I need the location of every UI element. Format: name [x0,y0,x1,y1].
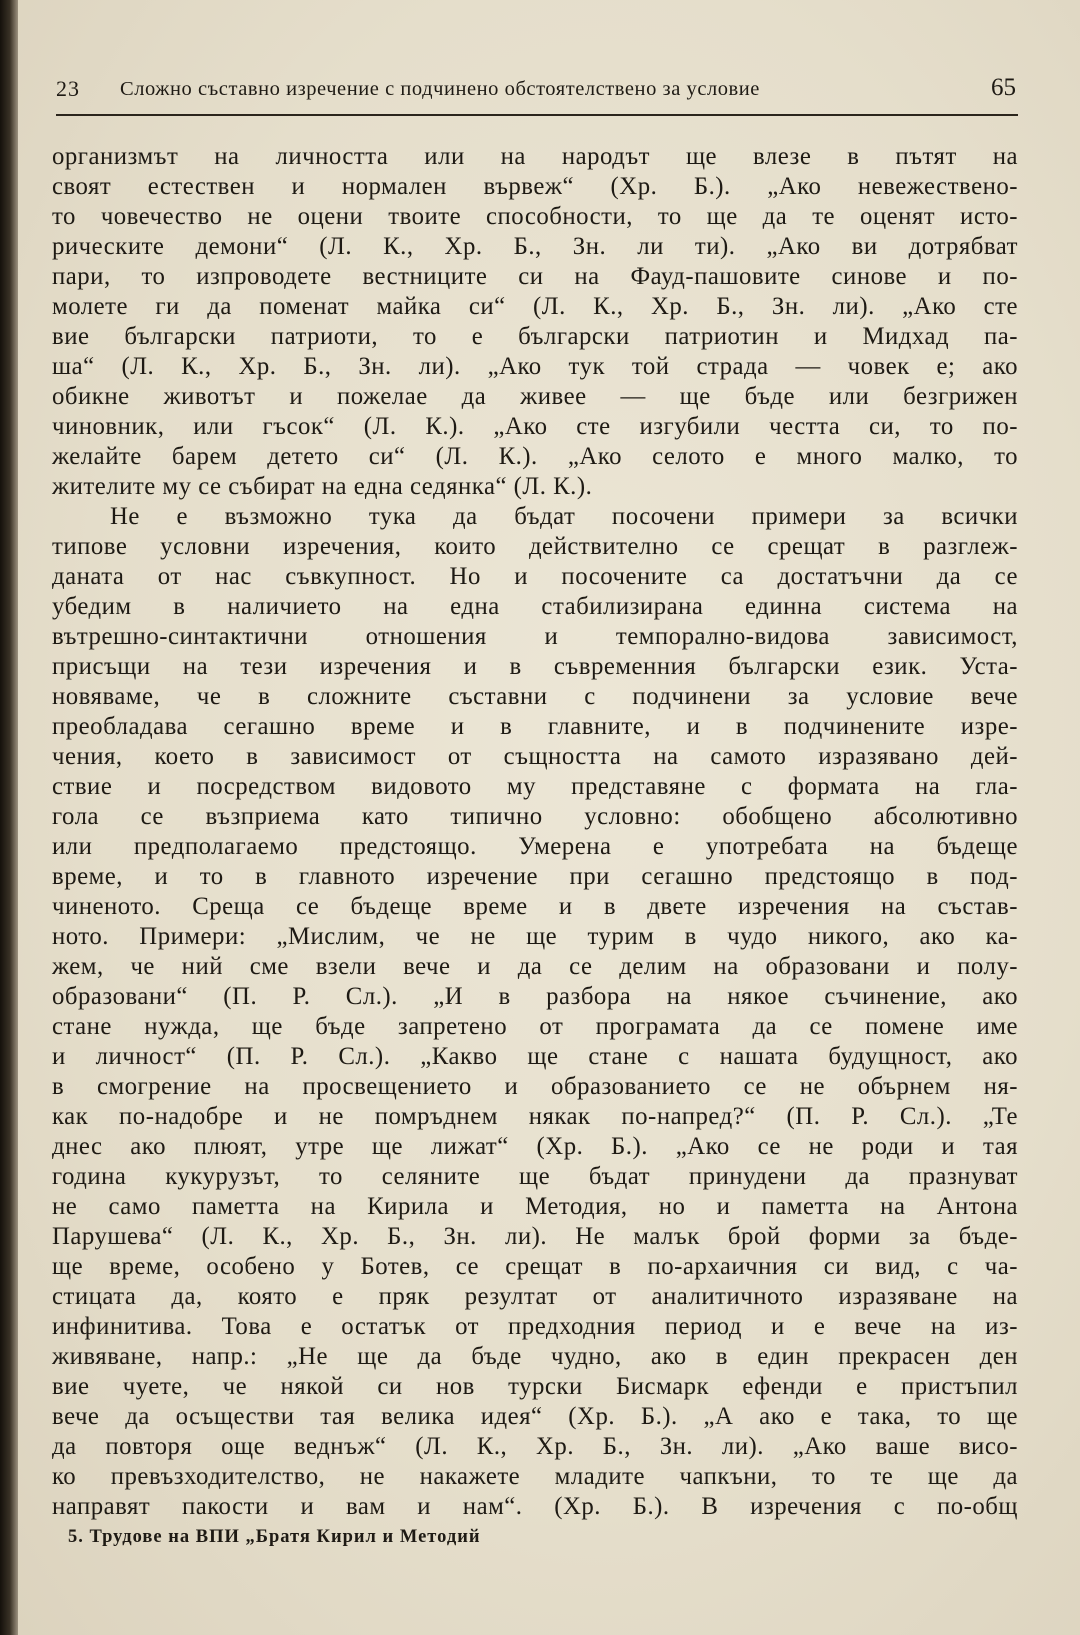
text-line: своят естествен и нормален вървеж“ (Хр. Б.). „Ако невежествено- [52,173,1018,200]
text-line: то човечество не оцени твоите способности, то ще да те оценят исто- [52,203,1018,230]
text-line: пари, то изпроводете вестниците си на Фауд-пашовите синове и по- [52,263,1018,290]
text-line: молете ги да поменат майка си“ (Л. К., Хр. Б., Зн. ли). „Ако сте [52,293,1018,320]
text-line: или предполагаемо предстоящо. Умерена е употребата на бъдеще [52,833,1018,860]
text-line: рическите демони“ (Л. К., Хр. Б., Зн. ли ти). „Ако ви дотрябват [52,233,1018,260]
footer-signature [68,1527,481,1548]
section-number: 23 [56,76,80,101]
text-line: живяване, напр.: „Не ще да бъде чудно, ако в един прекрасен ден [52,1343,1018,1370]
signature-number: 5. [68,1527,84,1547]
header-rule [56,114,1018,116]
body-text [52,142,1018,1522]
text-line: ко превъзходителство, не накажете младите чапкъни, то те ще да [52,1463,1018,1490]
text-line: вече да осъществи тая велика идея“ (Хр. Б.). „А ако е така, то ще [52,1403,1018,1430]
running-head-title: Сложно съставно изречение с подчинено обстоятелствено за условие [120,78,760,100]
text-line: убедим в наличието на една стабилизирана единна система на [52,593,1018,620]
text-line: типове условни изречения, които действително се срещат в разглеж- [52,533,1018,560]
text-line: да повторя още веднъж“ (Л. К., Хр. Б., Зн. ли). „Ако ваше висо- [52,1433,1018,1460]
text-line: как по-надобре и не помръднем някак по-напред?“ (П. Р. Сл.). „Те [52,1103,1018,1130]
text-line: стане нужда, ще бъде запретено от програмата да се помене име [52,1013,1018,1040]
book-page [18,0,1080,1635]
text-line: даната от нас съвкупност. Но и посочените са достатъчни да се [52,563,1018,590]
text-line: жителите му се събират на една седянка“ (Л. К.). [52,473,593,500]
text-line: вътрешно-синтактични отношения и темпорално-видова зависимост, [52,623,1018,650]
text-line: организмът на личността или на народът ще влезе в пътят на [52,143,1018,170]
page-number: 65 [991,74,1016,101]
text-line: в смогрение на просвещението и образованието се не обърнем ня- [52,1073,1018,1100]
text-line: днес ако плюят, утре ще лижат“ (Хр. Б.). „Ако се не роди и тая [52,1133,1018,1160]
text-line: не само паметта на Кирила и Методия, но и паметта на Антона [52,1193,1018,1220]
text-line: вие български патриоти, то е български патриотин и Мидхад па- [52,323,1018,350]
text-line: обикне животът и пожелае да живее — ще бъде или безгрижен [52,383,1018,410]
book-binding-shadow [0,0,18,1635]
text-line: ще време, особено у Ботев, се срещат в по-архаичния си вид, с ча- [52,1253,1018,1280]
text-line: чиненото. Среща се бъдеще време и в двете изречения на състав- [52,893,1018,920]
text-line: новяваме, че в сложните съставни с подчинени за условие вече [52,683,1018,710]
text-line: чения, което в зависимост от същността на самото изразявано дей- [52,743,1018,770]
text-line: и личност“ (П. Р. Сл.). „Какво ще стане с нашата будущност, ако [52,1043,1018,1070]
text-line: Парушева“ (Л. К., Хр. Б., Зн. ли). Не малък брой форми за бъде- [52,1223,1018,1250]
text-line: време, и то в главното изречение при сегашно предстоящо в под- [52,863,1018,890]
text-line: ша“ (Л. К., Хр. Б., Зн. ли). „Ако тук той страда — човек е; ако [52,353,1018,380]
text-line: гола се възприема като типично условно: обобщено абсолютивно [52,803,1018,830]
text-line: вие чуете, че някой си нов турски Бисмарк ефенди е пристъпил [52,1373,1018,1400]
text-line: инфинитива. Това е остатък от предходния период и е вече на из- [52,1313,1018,1340]
running-head [56,72,1016,112]
text-line: жем, че ний сме взели вече и да се делим на образовани и полу- [52,953,1018,980]
text-line: преобладава сегашно време и в главните, и в подчинените изре- [52,713,1018,740]
text-line: стицата да, която е пряк резултат от аналитичното изразяване на [52,1283,1018,1310]
paragraph-first-line: Не е възможно тука да бъдат посочени примери за всички [110,503,1018,530]
text-line: година кукурузът, то селяните ще бъдат принудени да празнуват [52,1163,1018,1190]
text-line: направят пакости и вам и нам“. (Хр. Б.). В изречения с по-общ [52,1493,1018,1520]
text-line: присъщи на тези изречения и в съвременния български език. Уста- [52,653,1018,680]
footer-text: Трудове на ВПИ „Братя Кирил и Методий [89,1527,481,1547]
text-line: желайте барем детето си“ (Л. К.). „Ако селото е много малко, то [52,443,1018,470]
text-line: ствие и посредством видовото му представяне с формата на гла- [52,773,1018,800]
text-line: чиновник, или гъсок“ (Л. К.). „Ако сте изгубили честта си, то по- [52,413,1018,440]
text-line: образовани“ (П. Р. Сл.). „И в разбора на някое съчинение, ако [52,983,1018,1010]
text-line: ното. Примери: „Мислим, че не ще турим в чудо никого, ако ка- [52,923,1018,950]
